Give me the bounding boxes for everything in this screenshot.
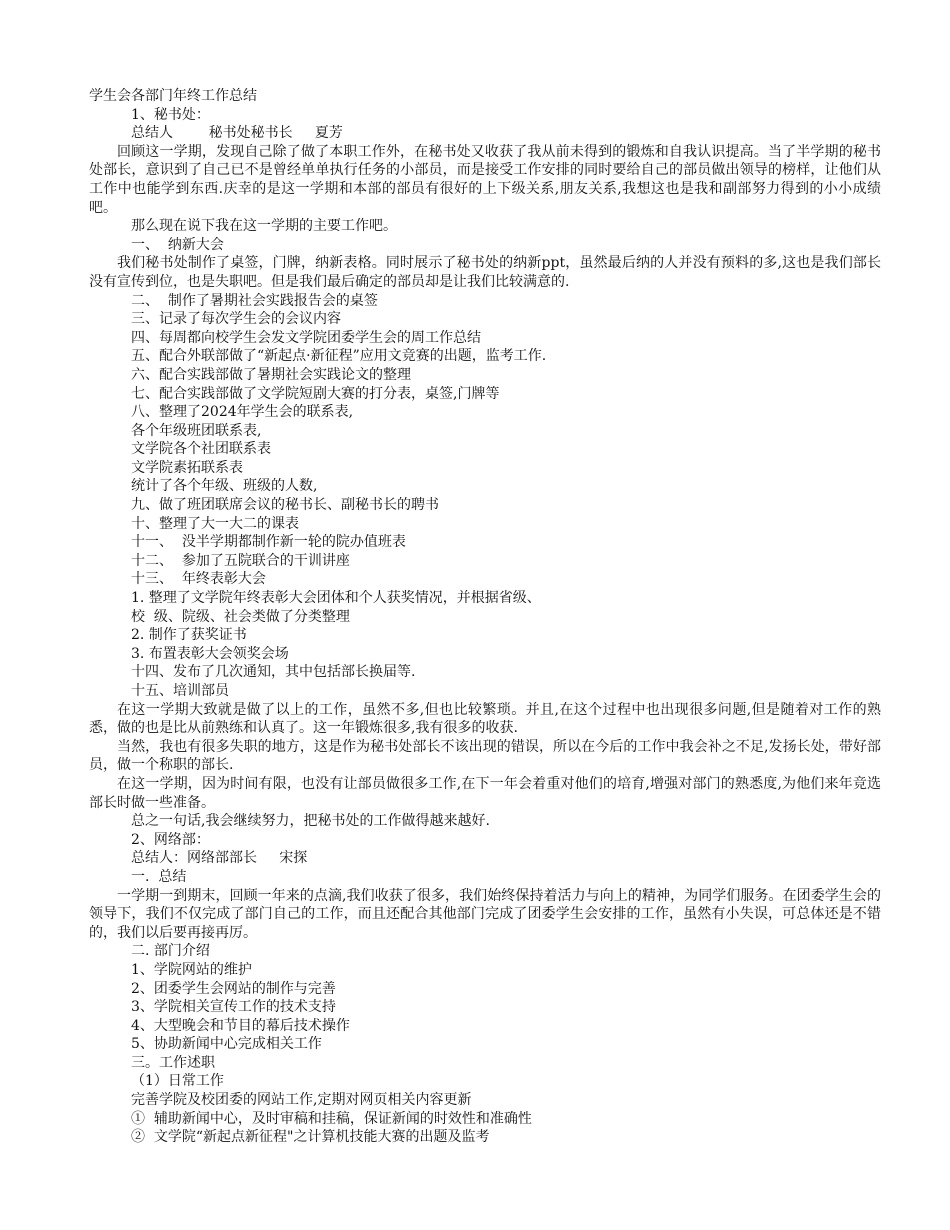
text-line: 文学院素拓联系表 [131,459,243,476]
text-line: 总之一句话,我会继续努力，把秘书处的工作做得越来越好. [131,813,490,830]
text-line: 十一、 没半学期都制作新一轮的院办值班表 [131,534,406,551]
text-line: 总结人 秘书处秘书长 夏芳 [131,125,343,142]
text-line: 二、 制作了暑期社会实践报告会的桌签 [131,292,378,309]
text-line: 文学院各个社团联系表 [131,441,271,458]
body-paragraph: 当然，我也有很多失职的地方，这是作为秘书处部长不该出现的错误，所以在今后的工作中我会补之不足,发扬长处，带好部员，做一个称职的部长. [89,738,881,774]
text-line: 三。工作述职 [131,1054,215,1071]
text-line: 十四、发布了几次通知，其中包括部长换届等. [131,664,416,681]
text-line: 五、配合外联部做了“新起点·新征程”应用文竞赛的出题，监考工作. [131,348,547,365]
text-line: 1. 整理了文学院年终表彰大会团体和个人获奖情况，并根据省级、 [131,590,541,607]
text-line: 二. 部门介绍 [131,943,210,960]
text-line: ① 辅助新闻中心，及时审稿和挂稿，保证新闻的时效性和准确性 [131,1110,532,1127]
body-paragraph: 在这一学期，因为时间有限，也没有让部员做很多工作,在下一年会着重对他们的培育,增强对部门的熟悉度,为他们来年竞选部长时做一些准备。 [89,775,881,811]
text-line: 十五、培训部员 [131,683,229,699]
text-line: 十二、 参加了五院联合的干训讲座 [131,552,350,569]
text-line: 4、大型晚会和节目的幕后技术操作 [131,1017,350,1034]
text-line: 四、每周都向校学生会发文学院团委学生会的周工作总结 [131,329,481,346]
text-line: 2. 制作了获奖证书 [131,627,247,644]
document-page [89,87,881,1147]
text-line: 一. 总结 [131,868,187,885]
text-line: 十三、 年终表彰大会 [131,571,266,588]
text-line: 总结人：网络部部长 宋探 [131,850,308,867]
text-line: 一、 纳新大会 [131,236,224,253]
text-line: 3. 布置表彰大会领奖会场 [131,645,289,662]
text-line: 八、整理了2024年学生会的联系表, [131,404,354,421]
text-line: 完善学院及校团委的网站工作,定期对网页相关内容更新 [131,1092,472,1109]
text-line: 1、秘书处： [131,106,210,123]
body-paragraph: 我们秘书处制作了桌签，门牌，纳新表格。同时展示了秘书处的纳新ppt，虽然最后纳的人并没有预料的多,这也是我们部长没有宣传到位，也是失职吧。但是我们最后确定的部员却是让我们比较满意的. [89,255,881,290]
text-line: （1）日常工作 [131,1073,224,1090]
body-paragraph: 在这一学期大致就是做了以上的工作，虽然不多,但也比较繁琐。并且,在这个过程中也出现很多问题,但是随着对工作的熟悉，做的也是比从前熟练和认真了。这一年锻炼很多,我有很多的收获. [89,701,881,737]
text-line: 1、学院网站的维护 [131,961,252,978]
body-paragraph: 回顾这一学期，发现自己除了做了本职工作外，在秘书处又收获了我从前未得到的锻炼和自我认识提高。当了半学期的秘书处部长，意识到了自己已不是曾经单单执行任务的小部员，而是接受工作安排的同时要给自己的部员做出领导的榜样，让他们从工作中也能学到东西.庆幸的是这一学期和本部的部员有很好的上下级关系,朋友关系,我想这也是我和副部努力得到的小小成绩吧。 [89,143,881,216]
text-line: 六、配合实践部做了暑期社会实践论文的整理 [131,366,411,383]
body-paragraph: 一学期一到期末，回顾一年来的点滴,我们收获了很多，我们始终保持着活力与向上的精神，为同学们服务。在团委学生会的领导下，我们不仅完成了部门自己的工作，而且还配合其他部门完成了团委学生会安排的工作，虽然有小失误，可总体还是不错的，我们以后要再接再厉。 [89,887,881,941]
text-line: 校 级、院级、社会类做了分类整理 [131,608,350,625]
text-line: 七、配合实践部做了文学院短剧大赛的打分表，桌签,门牌等 [131,385,500,402]
text-line: 2、网络部： [131,831,210,848]
text-line: 5、协助新闻中心完成相关工作 [131,1036,322,1053]
text-line: 九、做了班团联席会议的秘书长、副秘书长的聘书 [131,497,439,514]
text-line: 3、学院相关宣传工作的技术支持 [131,999,336,1016]
text-line: ② 文学院“新起点新征程"之计算机技能大赛的出题及监考 [131,1129,490,1146]
text-line: 2、团委学生会网站的制作与完善 [131,980,336,997]
text-line: 统计了各个年级、班级的人数, [131,478,318,495]
text-line: 那么现在说下我在这一学期的主要工作吧。 [131,218,397,235]
text-line: 十、整理了大一大二的课表 [131,515,299,532]
text-line: 三、记录了每次学生会的会议内容 [131,311,341,328]
document-title: 学生会各部门年终工作总结 [89,88,257,104]
text-line: 各个年级班团联系表, [131,422,262,439]
